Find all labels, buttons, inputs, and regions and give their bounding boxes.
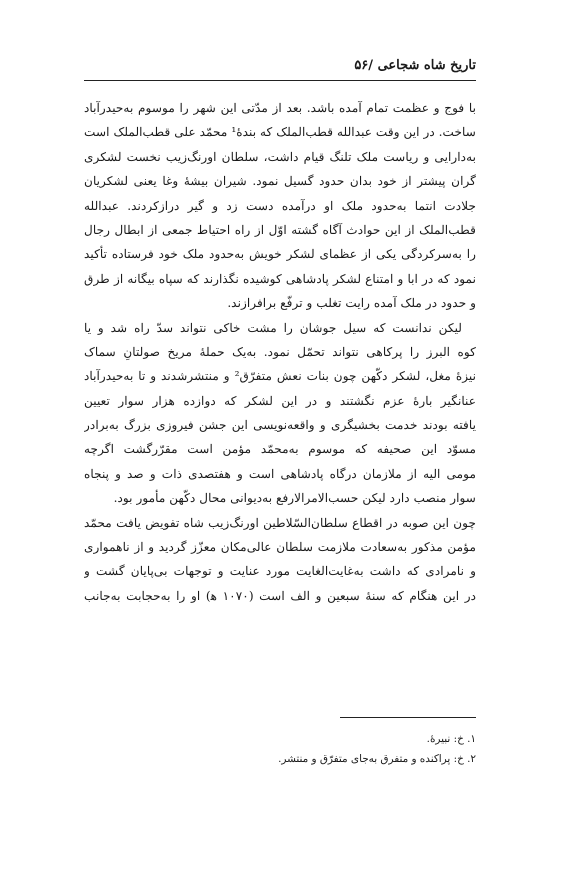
footnote-separator	[340, 717, 476, 718]
text-line: کوه البرز را پرکاهی نتواند تحمّل نمود. به‌یک حملهٔ مریخ صولتانِ سماک	[84, 344, 476, 359]
text-line: ساخت. در این وقت عبدالله قطب‌الملک که بندهٔ¹ محمّد علی قطب‌الملک است	[84, 125, 476, 140]
text-line: و نامرادی که داشت به‌غایت‌الغایت مورد عنایت و توجهات بی‌پایان گشت و	[84, 564, 476, 579]
text-line: چون این صوبه در اقطاع سلطان‌السّلاطین اورنگ‌زیب شاه تفویض یافت محمّد	[84, 515, 476, 530]
footnotes	[84, 729, 476, 769]
text-line: و حدود در ملک آمده رایت تغلب و ترفّع برافرازند.	[227, 296, 476, 311]
text-line: نیزهٔ مغل، لشکر دکّهن چون بنات نعش متفرّق² و منتشرشدند و تا به‌حیدرآباد	[84, 369, 476, 384]
text-line: سوار منصب دارد لیکن حسب‌الامرالارفع به‌دیوانی محال دکّهن مأمور بود.	[113, 491, 476, 506]
text-line: در این هنگام که سنهٔ سبعین و الف است (۱۰۷۰ ﻫ) او را به‌حجابت به‌جانب	[84, 588, 476, 603]
text-line: عنانگیر بارهٔ عزم نگشتند و در این لشکر که دوازده هزار سوار تعیین	[84, 393, 476, 408]
header-title: تاریخ شاه شجاعی /۵۶	[354, 58, 476, 73]
footnote: ۱. خ: نبیرهٔ.	[426, 733, 476, 745]
text-line: به‌دارایی و ریاست ملک تلنگ قیام داشت، سلطان اورنگ‌زیب نخست لشکری	[84, 149, 476, 164]
text-line: جلادت انتما به‌حدود ملک او درآمده دست زد و گیر درازکردند. عبدالله	[84, 198, 476, 213]
main-text	[84, 96, 476, 608]
text-line: را به‌سرکردگی یکی از عظمای لشکر خویش به‌حدود ملک خود فرستاده تأکید	[84, 247, 476, 262]
text-line: مومی الیه از ملازمان درگاه پادشاهی است و هفتصدی ذات و صد و پنجاه	[84, 466, 476, 481]
running-header	[84, 52, 476, 81]
text-line: نمود که در ابا و امتناع لشکر پادشاهی کوشیده نگذارند که سپاه بیگانه از طرق	[84, 271, 476, 286]
text-line: مؤمن مذکور به‌سعادت ملازمت سلطان عالی‌مکان معزّز گردید و از ناهمواری	[84, 540, 476, 555]
text-line: مسوّد این صحیفه که موسوم به‌محمّد مؤمن است مقرّرگشت اگرچه	[84, 442, 476, 457]
footnote: ۲. خ: پراکنده و متفرق به‌جای متفرّق و منتشر.	[278, 753, 476, 765]
text-line: یافته بودند خدمت بخشیگری و واقعه‌نویسی این جشن فیروزی بزرگ به‌برادر	[84, 418, 476, 433]
text-line: لیکن ندانست که سیل جوشان را مشت خاکی نتواند سدّ راه شد و یا	[84, 320, 462, 335]
text-line: قطب‌الملک از این حوادث آگاه گشته اوّل از راه احتیاط جمعی از ابطال رجال	[84, 222, 476, 237]
text-line: با فوج و عظمت تمام آمده باشد. بعد از مدّتی این شهر را موسوم به‌حیدرآباد	[84, 101, 476, 115]
text-line: گران پیشتر از خود بدان حدود گسیل نمود. شیران بیشهٔ وغا یعنی لشکریان	[84, 174, 476, 189]
